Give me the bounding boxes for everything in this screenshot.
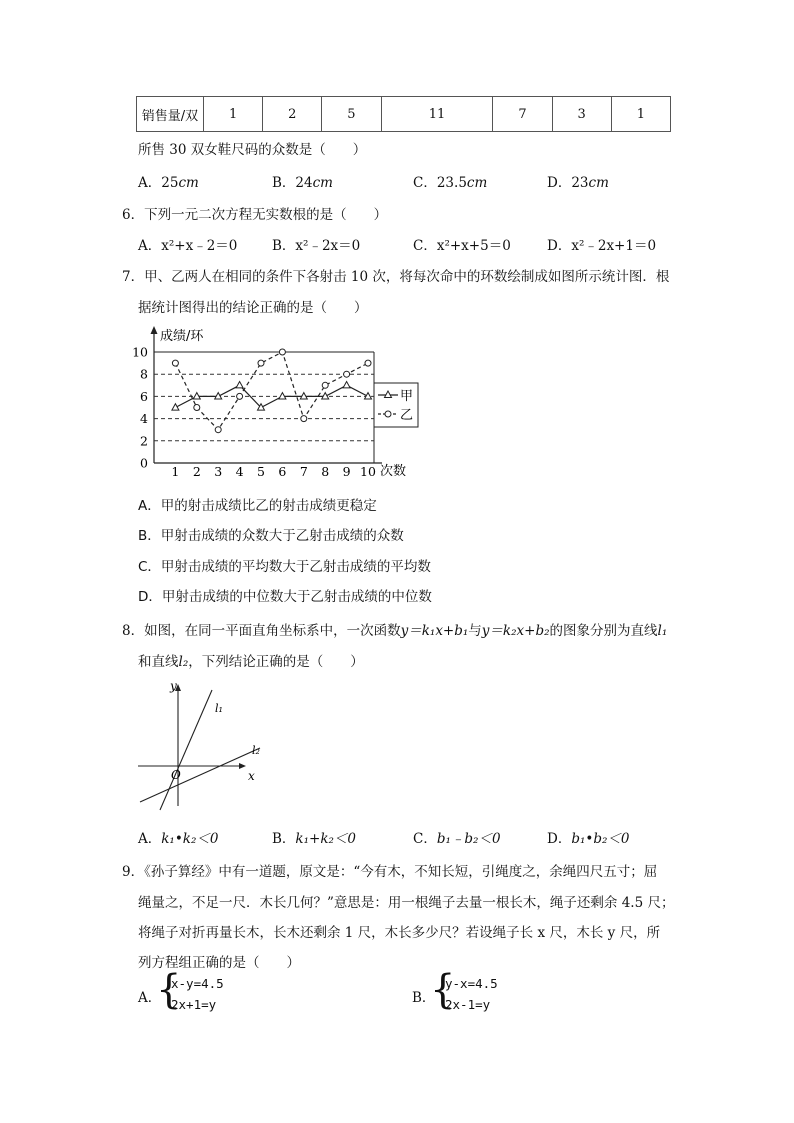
line-l2	[140, 748, 260, 802]
x-tick-label: 7	[299, 464, 308, 479]
x-tick-label: 9	[342, 464, 351, 479]
y-tick-label: 0	[140, 455, 148, 471]
q7-option-a: A．甲的射击成绩比乙的射击成绩更稳定	[138, 498, 377, 514]
q8-option-a: A．k₁•k₂＜0	[138, 831, 219, 847]
y-tick-label: 10	[132, 344, 148, 360]
fig-x-label: x	[248, 769, 255, 783]
q6-stem: 6．下列一元二次方程无实数根的是（ ）	[122, 207, 388, 223]
q8-stem-line1: 8．如图，在同一平面直角坐标系中，一次函数y＝k₁x+b₁与y＝k₂x+b₂的图象分别为直线l₁	[122, 623, 668, 639]
data-point-yi	[365, 360, 371, 366]
y-axis-arrow	[151, 326, 158, 334]
q9-line3: 将绳子对折再量长木，长木还剩余 1 尺，木长多少尺？若设绳子长 x 尺，木长 y 尺，所	[138, 925, 661, 941]
data-point-yi	[301, 416, 307, 422]
y-tick-label: 4	[140, 411, 148, 427]
data-point-yi	[258, 360, 264, 366]
data-point-yi	[344, 371, 350, 377]
q8-stem-line2: 和直线l₂，下列结论正确的是（ ）	[138, 654, 364, 670]
legend-circle-marker	[385, 411, 391, 417]
q8-option-b: B．k₁+k₂＜0	[272, 831, 357, 847]
shooting-scores-chart	[130, 322, 430, 480]
q7-stem-line2: 据统计图得出的结论正确的是（ ）	[138, 300, 368, 316]
x-tick-label: 4	[235, 464, 244, 479]
data-point-jia	[193, 393, 200, 399]
brace-icon: {	[430, 967, 456, 1013]
x-tick-label: 6	[278, 464, 287, 479]
fig-l2-label: l₂	[252, 744, 260, 757]
table-cell: 3	[552, 97, 611, 132]
data-point-yi	[194, 405, 200, 411]
legend-label-jia: 甲	[400, 389, 414, 404]
q5-option-d: D．23cm	[547, 175, 609, 191]
x-tick-label: 5	[257, 464, 265, 479]
line-l1	[160, 690, 212, 810]
q7-option-b: B．甲射击成绩的众数大于乙射击成绩的众数	[138, 528, 404, 544]
table-cell: 5	[322, 97, 381, 132]
series-line-yi	[175, 352, 368, 430]
table-cell: 1	[204, 97, 263, 132]
table-cell: 2	[263, 97, 322, 132]
x-tick-label: 2	[192, 464, 201, 479]
y-tick-label: 2	[140, 433, 148, 449]
y-tick-label: 6	[140, 388, 148, 404]
table-cell: 11	[381, 97, 493, 132]
data-point-yi	[237, 393, 243, 399]
data-point-jia	[343, 382, 350, 388]
table-header-cell: 销售量/双	[137, 97, 204, 132]
data-point-yi	[322, 382, 328, 388]
q7-stem-line1: 7．甲、乙两人在相同的条件下各射击 10 次，将每次命中的环数绘制成如图所示统计图．根	[122, 269, 670, 285]
x-tick-label: 10	[360, 464, 376, 479]
q9-line2: 绳量之，不足一尺．木长几何？”意思是：用一根绳子去量一根长木，绳子还剩余 4.5 尺；	[138, 895, 675, 911]
q6-option-d: D．x²﹣2x+1＝0	[547, 238, 657, 254]
fig-y-label: y	[170, 679, 177, 693]
table-row	[137, 97, 671, 132]
q5-option-a: A．25cm	[138, 175, 199, 191]
q9-line1: 9．《孙子算经》中有一道题，原文是：“今有木，不知长短，引绳度之，余绳四尺五寸；屈	[122, 864, 658, 880]
q5-option-c: C．23.5cm	[413, 175, 488, 191]
x-tick-label: 1	[171, 464, 180, 479]
q6-option-a: A．x²+x﹣2＝0	[138, 238, 238, 254]
table-cell: 7	[493, 97, 552, 132]
q8-option-d: D．b₁•b₂＜0	[547, 831, 630, 847]
data-point-jia	[279, 393, 286, 399]
x-axis-label: 次数	[380, 464, 407, 479]
table-cell: 1	[611, 97, 670, 132]
q5-stem: 所售 30 双女鞋尺码的众数是（ ）	[138, 142, 367, 158]
data-point-yi	[279, 349, 285, 355]
sales-table	[136, 96, 671, 132]
data-point-jia	[300, 393, 307, 399]
q6-option-c: C．x²+x+5＝0	[413, 238, 511, 254]
y-tick-label: 8	[140, 366, 148, 382]
data-point-yi	[172, 360, 178, 366]
brace-icon: {	[156, 967, 182, 1013]
q7-option-d: D．甲射击成绩的中位数大于乙射击成绩的中位数	[138, 589, 432, 605]
q8-option-c: C．b₁﹣b₂＜0	[413, 831, 501, 847]
q6-option-b: B．x²﹣2x＝0	[272, 238, 361, 254]
x-tick-label: 8	[321, 464, 330, 479]
y-axis-label: 成绩/环	[160, 329, 204, 344]
fig-origin-label: O	[171, 768, 181, 782]
fig-x-axis-arrow	[239, 763, 246, 769]
q5-option-b: B．24cm	[272, 175, 333, 191]
data-point-jia	[236, 382, 243, 388]
fig-l1-label: l₁	[215, 702, 223, 715]
q7-option-c: C．甲射击成绩的平均数大于乙射击成绩的平均数	[138, 559, 431, 575]
q9-line4: 列方程组正确的是（ ）	[138, 955, 300, 971]
data-point-yi	[215, 427, 221, 433]
legend-label-yi: 乙	[400, 408, 414, 423]
x-tick-label: 3	[214, 464, 223, 479]
linear-functions-figure	[134, 678, 274, 818]
